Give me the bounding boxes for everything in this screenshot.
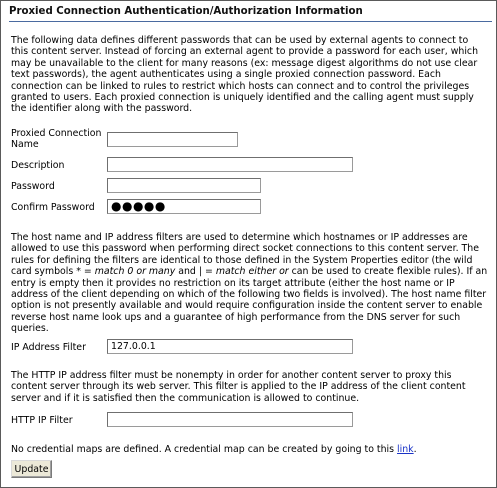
proxied-connection-name-label bbox=[11, 128, 101, 151]
proxied-connection-name-input[interactable] bbox=[107, 132, 238, 147]
credential-map-link[interactable]: link bbox=[397, 444, 414, 455]
http-filter-paragraph: The HTTP IP address filter must be nonempty in order for another content server to proxy this content server through its web server. This filter is applied to the IP address of the client content server and if it is satisfied then the communication is allowed to continue. bbox=[11, 370, 466, 404]
page-title: Proxied Connection Authentication/Authorization Information bbox=[9, 6, 363, 17]
http-ip-filter-input[interactable] bbox=[107, 412, 353, 427]
confirm-password-input[interactable]: ●●●●● bbox=[107, 199, 261, 214]
wildcard-star-rule: * = match 0 or many bbox=[76, 266, 176, 278]
description-label: Description bbox=[11, 160, 65, 171]
ip-address-filter-label: IP Address Filter bbox=[11, 342, 86, 353]
filters-text-and: and bbox=[175, 266, 199, 278]
password-input[interactable] bbox=[107, 178, 261, 193]
filters-text-1: The host name and IP address filters are used to determine which hostnames or IP addresses are allowed to use this password when performing direct socket connections to this content server. The rules for defining the filters are identical to those defined in the System Properties editor (the wild card symbols bbox=[11, 232, 479, 278]
name-label-line2: Name bbox=[11, 139, 39, 151]
confirm-password-label: Confirm Password bbox=[11, 202, 95, 213]
name-label-line1: Proxied Connection bbox=[11, 128, 102, 139]
filters-paragraph bbox=[11, 232, 488, 334]
update-button[interactable]: Update bbox=[11, 460, 52, 478]
intro-paragraph: The following data defines different passwords that can be used by external agents to connect to this content server. Instead of forcing an external agent to provide a password for each user, which may be unavailable to the client for many reasons (ex: message digest algorithms do not use clear text passwords), the agent authenticates using a single proxied connection password. Each connection can be linked to rules to restrict which hosts can connect and to control the privileges granted to users. Each proxied connection is uniquely identified and the calling agent must supply the identifier along with the password. bbox=[11, 35, 479, 115]
ip-address-filter-input[interactable]: 127.0.0.1 bbox=[107, 339, 353, 354]
credential-map-suffix: . bbox=[413, 444, 417, 455]
title-divider bbox=[9, 21, 492, 22]
credential-map-notice bbox=[11, 444, 417, 455]
filters-text-2: can be used to create flexible rules). If an entry is empty then it provides no restriction on its target attribute (either the host name or IP address of the client depending on which of the following two fields is involved). The host name filter option is not presently available and would require configuration inside the content server to enable reverse host name look ups and a guarantee of high performance from the DNS server for such queries. bbox=[11, 266, 488, 334]
credential-map-text: No credential maps are defined. A credential map can be created by going to this bbox=[11, 444, 398, 455]
password-label: Password bbox=[11, 181, 55, 192]
wildcard-pipe-rule: | = match either or bbox=[198, 266, 289, 278]
http-ip-filter-label: HTTP IP Filter bbox=[11, 415, 73, 426]
description-input[interactable] bbox=[107, 157, 353, 172]
